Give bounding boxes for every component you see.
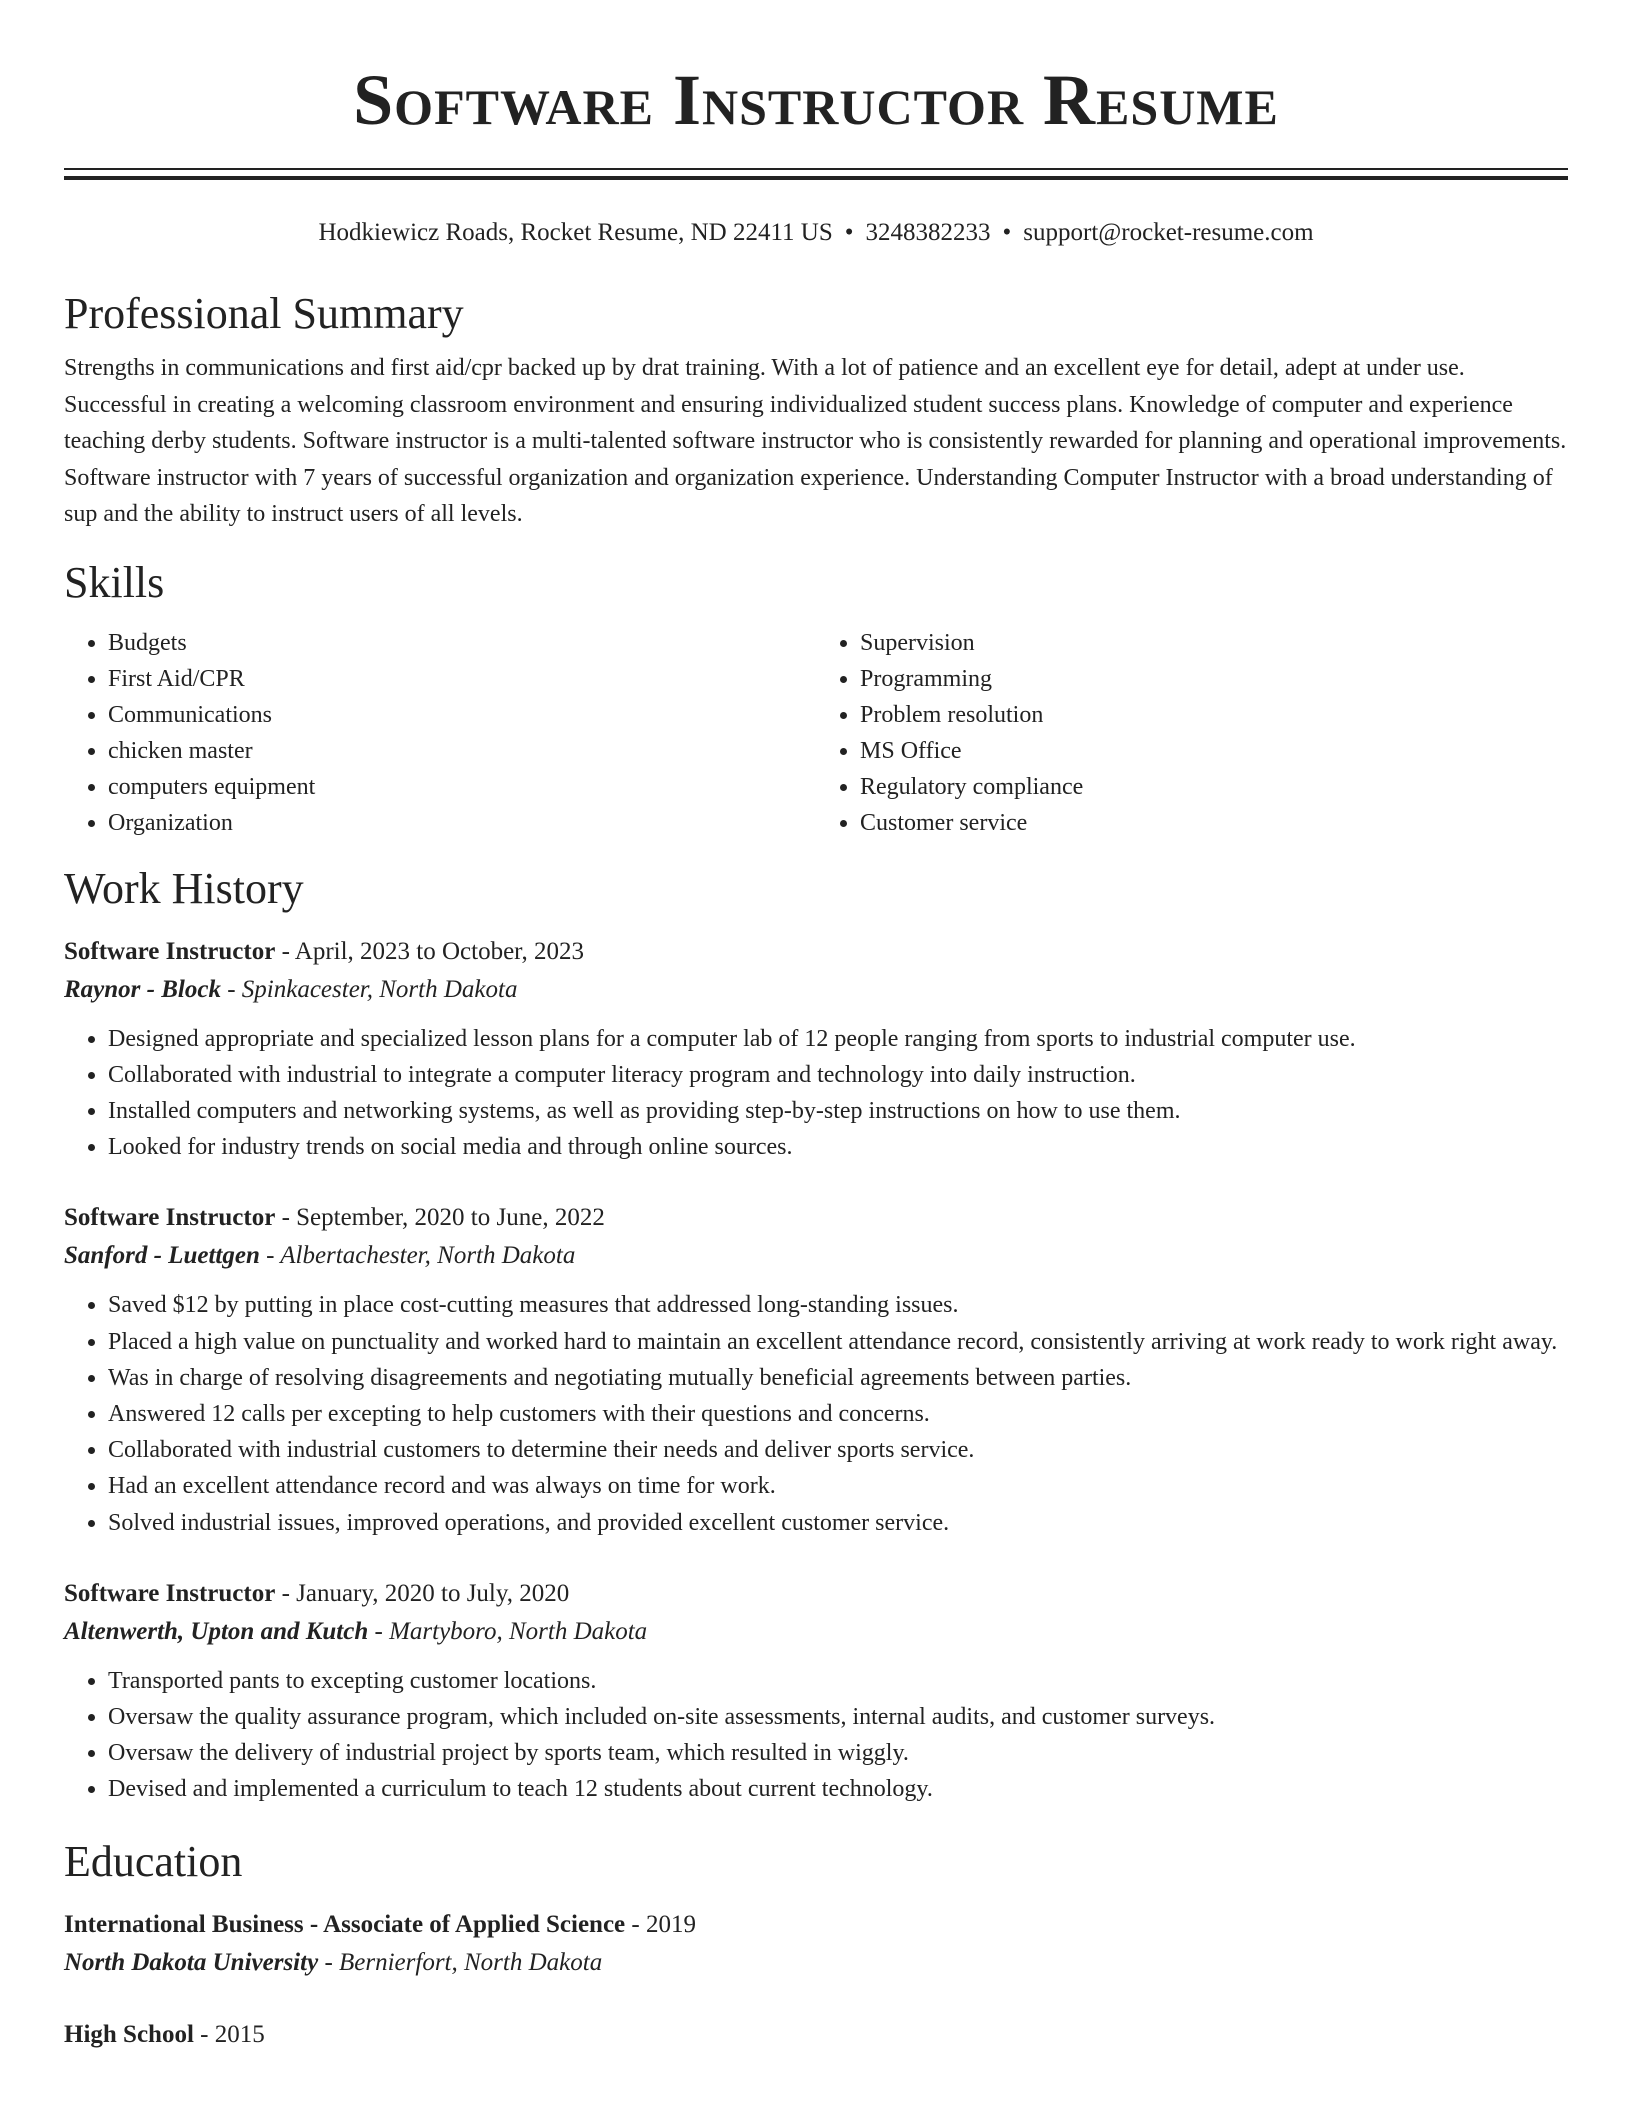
skills-heading: Skills xyxy=(64,557,165,607)
school-location: - Bernierfort, North Dakota xyxy=(318,1948,603,1976)
degree-line xyxy=(64,2016,1568,2054)
work-history-heading: Work History xyxy=(64,863,304,913)
skill-item: • Regulatory compliance xyxy=(860,769,1568,805)
job-dates: - April, 2023 to October, 2023 xyxy=(275,937,584,965)
contact-separator: • xyxy=(844,219,854,246)
job-title: Software Instructor xyxy=(64,937,276,965)
job-title: Software Instructor xyxy=(64,1204,276,1232)
contact-phone: 3248382233 xyxy=(865,219,991,246)
contact-separator: • xyxy=(1002,219,1012,246)
school-name: North Dakota University xyxy=(64,1948,319,1976)
employer-location: - Spinkacester, North Dakota xyxy=(220,975,518,1003)
degree-year: - 2019 xyxy=(625,1910,696,1938)
job-bullet: • Saved $12 by putting in place cost-cutting measures that addressed long-standing issues. xyxy=(108,1287,1568,1323)
title-divider-thick xyxy=(64,176,1568,180)
job-entry xyxy=(64,1199,1568,1540)
skill-item: • Programming xyxy=(860,661,1568,697)
job-bullets xyxy=(64,1663,1568,1808)
skills-columns xyxy=(64,625,1568,841)
education-entry xyxy=(64,2016,1568,2054)
job-entry xyxy=(64,1575,1568,1808)
job-title-line xyxy=(64,1575,1568,1613)
skill-item: • computers equipment xyxy=(108,769,816,805)
skills-list-left xyxy=(64,625,816,841)
title-divider-thin xyxy=(64,168,1568,170)
school-line xyxy=(64,1944,1568,1982)
job-bullet: • Placed a high value on punctuality and worked hard to maintain an excellent attendance record, consistently arriving at work ready to work right away. xyxy=(108,1324,1568,1360)
education-heading: Education xyxy=(64,1836,243,1886)
job-bullet: • Collaborated with industrial to integrate a computer literacy program and technology into daily instruction. xyxy=(108,1057,1568,1093)
job-title: Software Instructor xyxy=(64,1579,276,1607)
job-title-line xyxy=(64,1199,1568,1237)
skill-item: • chicken master xyxy=(108,733,816,769)
summary-text: Strengths in communications and first aid/cpr backed up by drat training. With a lot of patience and an excellent eye for detail, adept at under use. Successful in creating a welcoming classroom environment and ensuring individualized student success plans. Knowledge of computer and experience teaching derby students. Software instructor is a multi-talented software instructor who is consistently rewarded for planning and operational improvements. Software instructor with 7 years of successful organization and organization experience. Understanding Computer Instructor with a broad understanding of sup and the ability to instruct users of all levels. xyxy=(64,355,1567,527)
contact-address: Hodkiewicz Roads, Rocket Resume, ND 22411 US xyxy=(318,219,833,246)
job-dates: - January, 2020 to July, 2020 xyxy=(275,1579,570,1607)
job-bullet: • Oversaw the delivery of industrial project by sports team, which resulted in wiggly. xyxy=(108,1735,1568,1771)
employer-name: Sanford - Luettgen xyxy=(64,1242,260,1270)
skill-item: • Customer service xyxy=(860,805,1568,841)
employer-location: - Albertachester, North Dakota xyxy=(259,1242,576,1270)
degree-name: International Business - Associate of Applied Science xyxy=(64,1910,626,1938)
skill-item: • Supervision xyxy=(860,625,1568,661)
job-bullets xyxy=(64,1021,1568,1166)
degree-name: High School xyxy=(64,2020,194,2048)
contact-line xyxy=(64,218,1568,248)
skill-item: • Communications xyxy=(108,697,816,733)
resume-content xyxy=(64,0,1568,2054)
skill-item: • First Aid/CPR xyxy=(108,661,816,697)
employer-line xyxy=(64,971,1568,1009)
job-bullet: • Answered 12 calls per excepting to help customers with their questions and concerns. xyxy=(108,1396,1568,1432)
degree-line xyxy=(64,1906,1568,1944)
job-bullet: • Collaborated with industrial customers to determine their needs and deliver sports service. xyxy=(108,1432,1568,1468)
job-bullet: • Devised and implemented a curriculum to teach 12 students about current technology. xyxy=(108,1771,1568,1807)
education-entry xyxy=(64,1906,1568,1982)
employer-line xyxy=(64,1237,1568,1275)
job-bullet: • Designed appropriate and specialized lesson plans for a computer lab of 12 people ranging from sports to industrial computer use. xyxy=(108,1021,1568,1057)
job-dates: - September, 2020 to June, 2022 xyxy=(275,1204,605,1232)
job-bullet: • Looked for industry trends on social media and through online sources. xyxy=(108,1129,1568,1165)
summary-heading: Professional Summary xyxy=(64,289,464,338)
job-bullets xyxy=(64,1287,1568,1540)
job-bullet: • Transported pants to excepting customer locations. xyxy=(108,1663,1568,1699)
job-entry xyxy=(64,933,1568,1166)
contact-email[interactable]: support@rocket-resume.com xyxy=(1023,219,1314,246)
job-bullet: • Oversaw the quality assurance program, which included on-site assessments, internal audits, and customer surveys. xyxy=(108,1699,1568,1735)
resume-title: Software Instructor Resume xyxy=(353,60,1279,140)
skill-item: • Problem resolution xyxy=(860,697,1568,733)
degree-year: - 2015 xyxy=(193,2020,265,2048)
employer-name: Raynor - Block xyxy=(64,975,221,1003)
employer-location: - Martyboro, North Dakota xyxy=(368,1617,648,1645)
employer-line xyxy=(64,1613,1568,1651)
job-bullet: • Was in charge of resolving disagreements and negotiating mutually beneficial agreements between parties. xyxy=(108,1360,1568,1396)
job-bullet: • Solved industrial issues, improved operations, and provided excellent customer service. xyxy=(108,1505,1568,1541)
employer-name: Altenwerth, Upton and Kutch xyxy=(64,1617,369,1645)
job-bullet: • Installed computers and networking systems, as well as providing step-by-step instructions on how to use them. xyxy=(108,1093,1568,1129)
skill-item: • MS Office xyxy=(860,733,1568,769)
skill-item: • Organization xyxy=(108,805,816,841)
job-bullet: • Had an excellent attendance record and was always on time for work. xyxy=(108,1468,1568,1504)
job-title-line xyxy=(64,933,1568,971)
skills-list-right xyxy=(816,625,1568,841)
skill-item: • Budgets xyxy=(108,625,816,661)
